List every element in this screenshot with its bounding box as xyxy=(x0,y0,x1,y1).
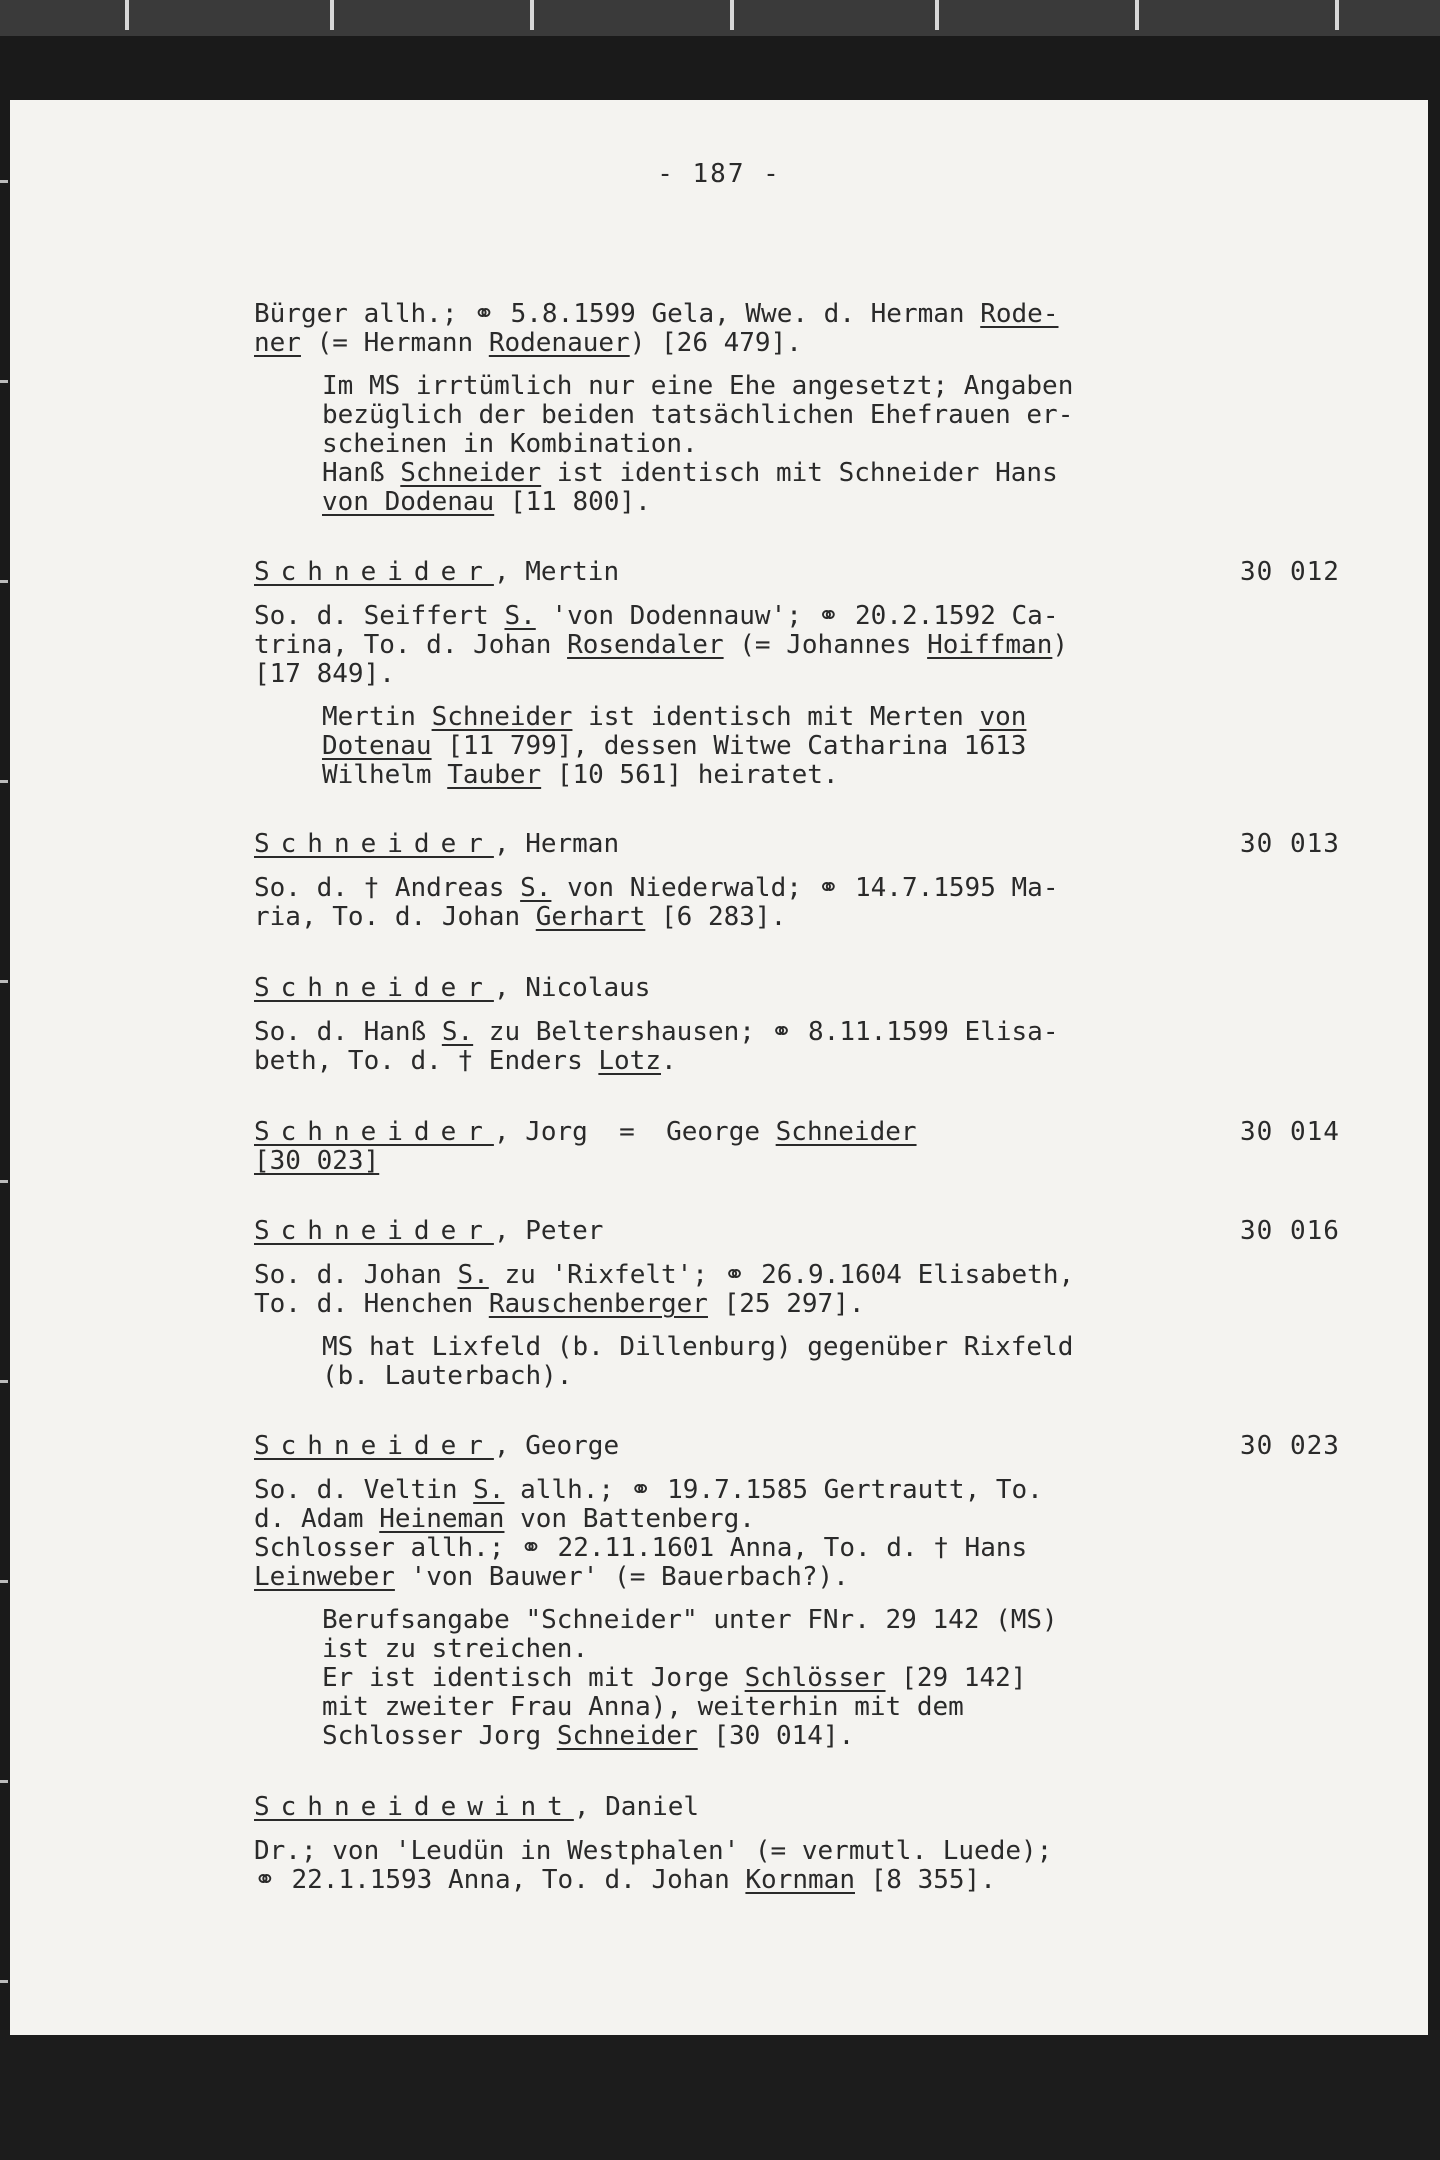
scan-mark xyxy=(330,0,334,30)
entry-heading: Schneider, Jorg = George Schneider xyxy=(254,1117,917,1147)
entry-heading: Schneider, Peter xyxy=(254,1216,604,1246)
text-line: ria, To. d. Johan Gerhart [6 283]. xyxy=(254,902,787,932)
marriage-symbol: ⚭ xyxy=(723,1260,746,1290)
note-line: (b. Lauterbach). xyxy=(322,1361,573,1391)
entry-number: 30 016 xyxy=(1240,1216,1340,1246)
entry-heading: Schneider, Mertin xyxy=(254,557,620,587)
marriage-symbol: ⚭ xyxy=(817,601,840,631)
marriage-symbol: ⚭ xyxy=(629,1475,652,1505)
note-line: ist zu streichen. xyxy=(322,1634,589,1664)
text-line: So. d. Veltin S. allh.; ⚭ 19.7.1585 Gertrautt, To. xyxy=(254,1475,1043,1505)
text-line: So. d. Hanß S. zu Beltershausen; ⚭ 8.11.1599 Elisa- xyxy=(254,1017,1059,1047)
scanner-top-strip xyxy=(0,0,1440,36)
entry-number: 30 012 xyxy=(1240,557,1340,587)
entry-heading: Schneider, Nicolaus xyxy=(254,973,651,1003)
marriage-symbol: ⚭ xyxy=(817,873,840,903)
text-line: ⚭ 22.1.1593 Anna, To. d. Johan Kornman [8 355]. xyxy=(254,1865,996,1895)
text-line: So. d. Seiffert S. 'von Dodennauw'; ⚭ 20.2.1592 Ca- xyxy=(254,601,1059,631)
scan-mark xyxy=(530,0,534,30)
note-line: Hanß Schneider ist identisch mit Schneider Hans xyxy=(322,458,1058,488)
marriage-symbol: ⚭ xyxy=(473,299,495,329)
scan-mark xyxy=(125,0,129,30)
note-line: Er ist identisch mit Jorge Schlösser [29 142] xyxy=(322,1663,1027,1693)
document-page xyxy=(10,100,1428,2035)
note-line: MS hat Lixfeld (b. Dillenburg) gegenüber Rixfeld xyxy=(322,1332,1074,1362)
note-line: scheinen in Kombination. xyxy=(322,429,698,459)
note-line: bezüglich der beiden tatsächlichen Ehefrauen er- xyxy=(322,400,1074,430)
note-line: Mertin Schneider ist identisch mit Merten von xyxy=(322,702,1027,732)
marriage-symbol: ⚭ xyxy=(254,1865,276,1895)
text-line: Dr.; von 'Leudün in Westphalen' (= vermutl. Luede); xyxy=(254,1836,1053,1866)
text-line: trina, To. d. Johan Rosendaler (= Johannes Hoiffman) xyxy=(254,630,1069,660)
note-line: Schlosser Jorg Schneider [30 014]. xyxy=(322,1721,855,1751)
text-line: ner (= Hermann Rodenauer) [26 479]. xyxy=(254,328,802,358)
page-number: - 187 - xyxy=(657,159,781,189)
entry-number: 30 013 xyxy=(1240,829,1340,859)
text-line: To. d. Henchen Rauschenberger [25 297]. xyxy=(254,1289,865,1319)
note-line: von Dodenau [11 800]. xyxy=(322,487,651,517)
note-line: Berufsangabe "Schneider" unter FNr. 29 142 (MS) xyxy=(322,1605,1058,1635)
text-line: [17 849]. xyxy=(254,659,395,689)
marriage-symbol: ⚭ xyxy=(520,1533,542,1563)
scanner-bottom-strip xyxy=(0,2030,1440,2160)
scan-mark xyxy=(1135,0,1139,30)
entry-heading: Schneidewint, Daniel xyxy=(254,1792,700,1822)
text-line: Leinweber 'von Bauwer' (= Bauerbach?). xyxy=(254,1562,849,1592)
text-line: beth, To. d. † Enders Lotz. xyxy=(254,1046,677,1076)
text-line: Schlosser allh.; ⚭ 22.11.1601 Anna, To. d. † Hans xyxy=(254,1533,1028,1563)
text-line: Bürger allh.; ⚭ 5.8.1599 Gela, Wwe. d. Herman Rode- xyxy=(254,299,1059,329)
scan-mark xyxy=(1335,0,1339,30)
note-line: Im MS irrtümlich nur eine Ehe angesetzt; Angaben xyxy=(322,371,1074,401)
entry-heading: Schneider, George xyxy=(254,1431,620,1461)
entry-number: 30 014 xyxy=(1240,1117,1340,1147)
note-line: Dotenau [11 799], dessen Witwe Catharina 1613 xyxy=(322,731,1027,761)
scan-mark xyxy=(730,0,734,30)
cross-reference: [30 023] xyxy=(254,1146,380,1176)
entry-heading: Schneider, Herman xyxy=(254,829,620,859)
marriage-symbol: ⚭ xyxy=(770,1017,793,1047)
text-line: So. d. † Andreas S. von Niederwald; ⚭ 14.7.1595 Ma- xyxy=(254,873,1059,903)
entry-number: 30 023 xyxy=(1240,1431,1340,1461)
scan-mark xyxy=(935,0,939,30)
text-line: d. Adam Heineman von Battenberg. xyxy=(254,1504,755,1534)
text-line: So. d. Johan S. zu 'Rixfelt'; ⚭ 26.9.1604 Elisabeth, xyxy=(254,1260,1075,1290)
note-line: Wilhelm Tauber [10 561] heiratet. xyxy=(322,760,839,790)
note-line: mit zweiter Frau Anna), weiterhin mit dem xyxy=(322,1692,964,1722)
